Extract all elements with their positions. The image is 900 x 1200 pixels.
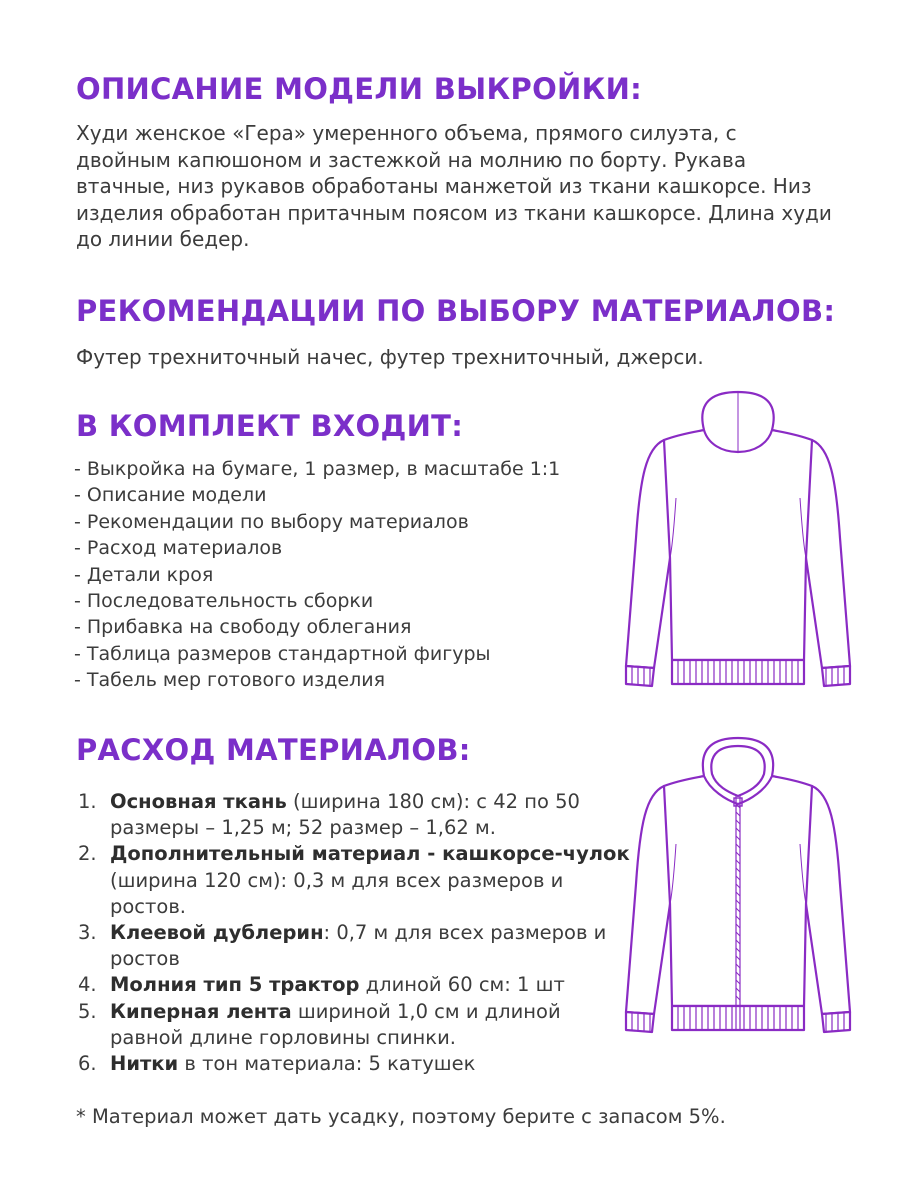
usage-item: 6. Нитки в тон материала: 5 катушек <box>78 1052 476 1076</box>
materials-heading: РЕКОМЕНДАЦИИ ПО ВЫБОРУ МАТЕРИАЛОВ: <box>76 294 836 328</box>
footnote: * Материал может дать усадку, поэтому берите с запасом 5%. <box>76 1105 726 1128</box>
kit-item: - Описание модели <box>74 484 267 507</box>
kit-list <box>74 456 560 694</box>
usage-heading: РАСХОД МАТЕРИАЛОВ: <box>76 733 471 767</box>
kit-item: - Выкройка на бумаге, 1 размер, в масштабе 1:1 <box>74 458 561 480</box>
description-heading: ОПИСАНИЕ МОДЕЛИ ВЫКРОЙКИ: <box>76 72 643 106</box>
kit-item: - Последовательность сборки <box>74 590 374 613</box>
usage-item: 5. Киперная лента шириной 1,0 см и длиной равной длине горловины спинки. <box>78 999 561 1049</box>
kit-item: - Табель мер готового изделия <box>74 669 386 692</box>
materials-text: Футер трехниточный начес, футер трехниточный, джерси. <box>76 345 704 369</box>
kit-item: - Расход материалов <box>74 537 283 560</box>
hoodie-back-icon <box>618 388 858 688</box>
kit-item: - Рекомендации по выбору материалов <box>74 510 469 533</box>
usage-item: 1. Основная ткань (ширина 180 см): с 42 по 50 размеры – 1,25 м; 52 размер – 1,62 м. <box>78 790 580 840</box>
usage-item: 2. Дополнительный материал - кашкорсе-чулок (ширина 120 см): 0,3 м для всех размеров и ростов. <box>78 842 630 918</box>
usage-list <box>78 789 638 1077</box>
kit-heading: В КОМПЛЕКТ ВХОДИТ: <box>76 409 464 443</box>
hoodie-front-icon <box>618 734 858 1034</box>
kit-item: - Прибавка на свободу облегания <box>74 616 412 639</box>
usage-item: 3. Клеевой дублерин: 0,7 м для всех размеров и ростов <box>78 921 607 971</box>
usage-item: 4. Молния тип 5 трактор длиной 60 см: 1 шт <box>78 973 565 997</box>
kit-item: - Таблица размеров стандартной фигуры <box>74 642 491 665</box>
description-text: Худи женское «Гера» умеренного объема, прямого силуэта, с двойным капюшоном и застежкой на молнию по борту. Рукава втачные, низ рукавов обработаны манжетой из ткани кашкорсе. Низ изделия обработан притачным поясом из ткани кашкорсе. Длина худи до линии бедер. <box>76 121 832 251</box>
kit-item: - Детали кроя <box>74 563 214 586</box>
